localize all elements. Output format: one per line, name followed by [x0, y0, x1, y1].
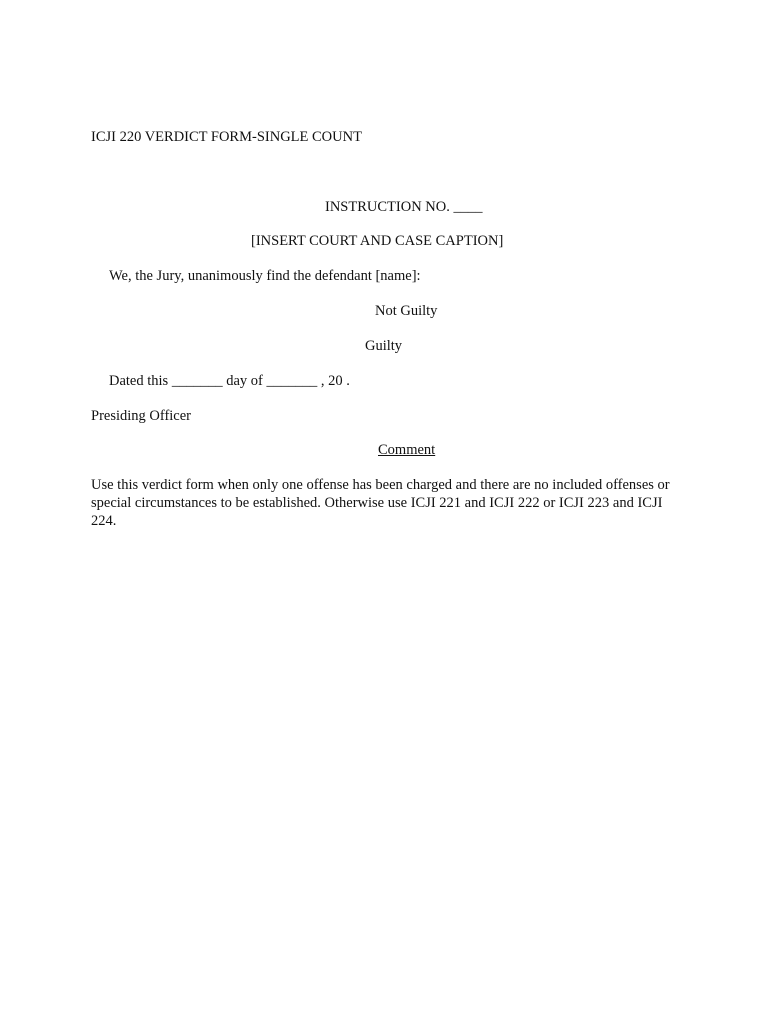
comment-heading: Comment — [378, 442, 436, 458]
court-case-caption: [INSERT COURT AND CASE CAPTION] — [251, 233, 504, 249]
dated-line: Dated this _______ day of _______ , 20 . — [109, 373, 350, 389]
document-title: ICJI 220 VERDICT FORM-SINGLE COUNT — [91, 129, 362, 145]
verdict-option-not-guilty: Not Guilty — [375, 303, 438, 319]
presiding-officer-label: Presiding Officer — [91, 408, 191, 424]
comment-paragraph: Use this verdict form when only one offense has been charged and there are no included offenses or special circumstances to be established. Otherwise use ICJI 221 and ICJI 222 or ICJI 223 and ICJI 224. — [91, 477, 670, 529]
jury-statement: We, the Jury, unanimously find the defendant [name]: — [109, 268, 421, 284]
verdict-option-guilty: Guilty — [365, 338, 403, 354]
instruction-number: INSTRUCTION NO. ____ — [325, 199, 483, 215]
